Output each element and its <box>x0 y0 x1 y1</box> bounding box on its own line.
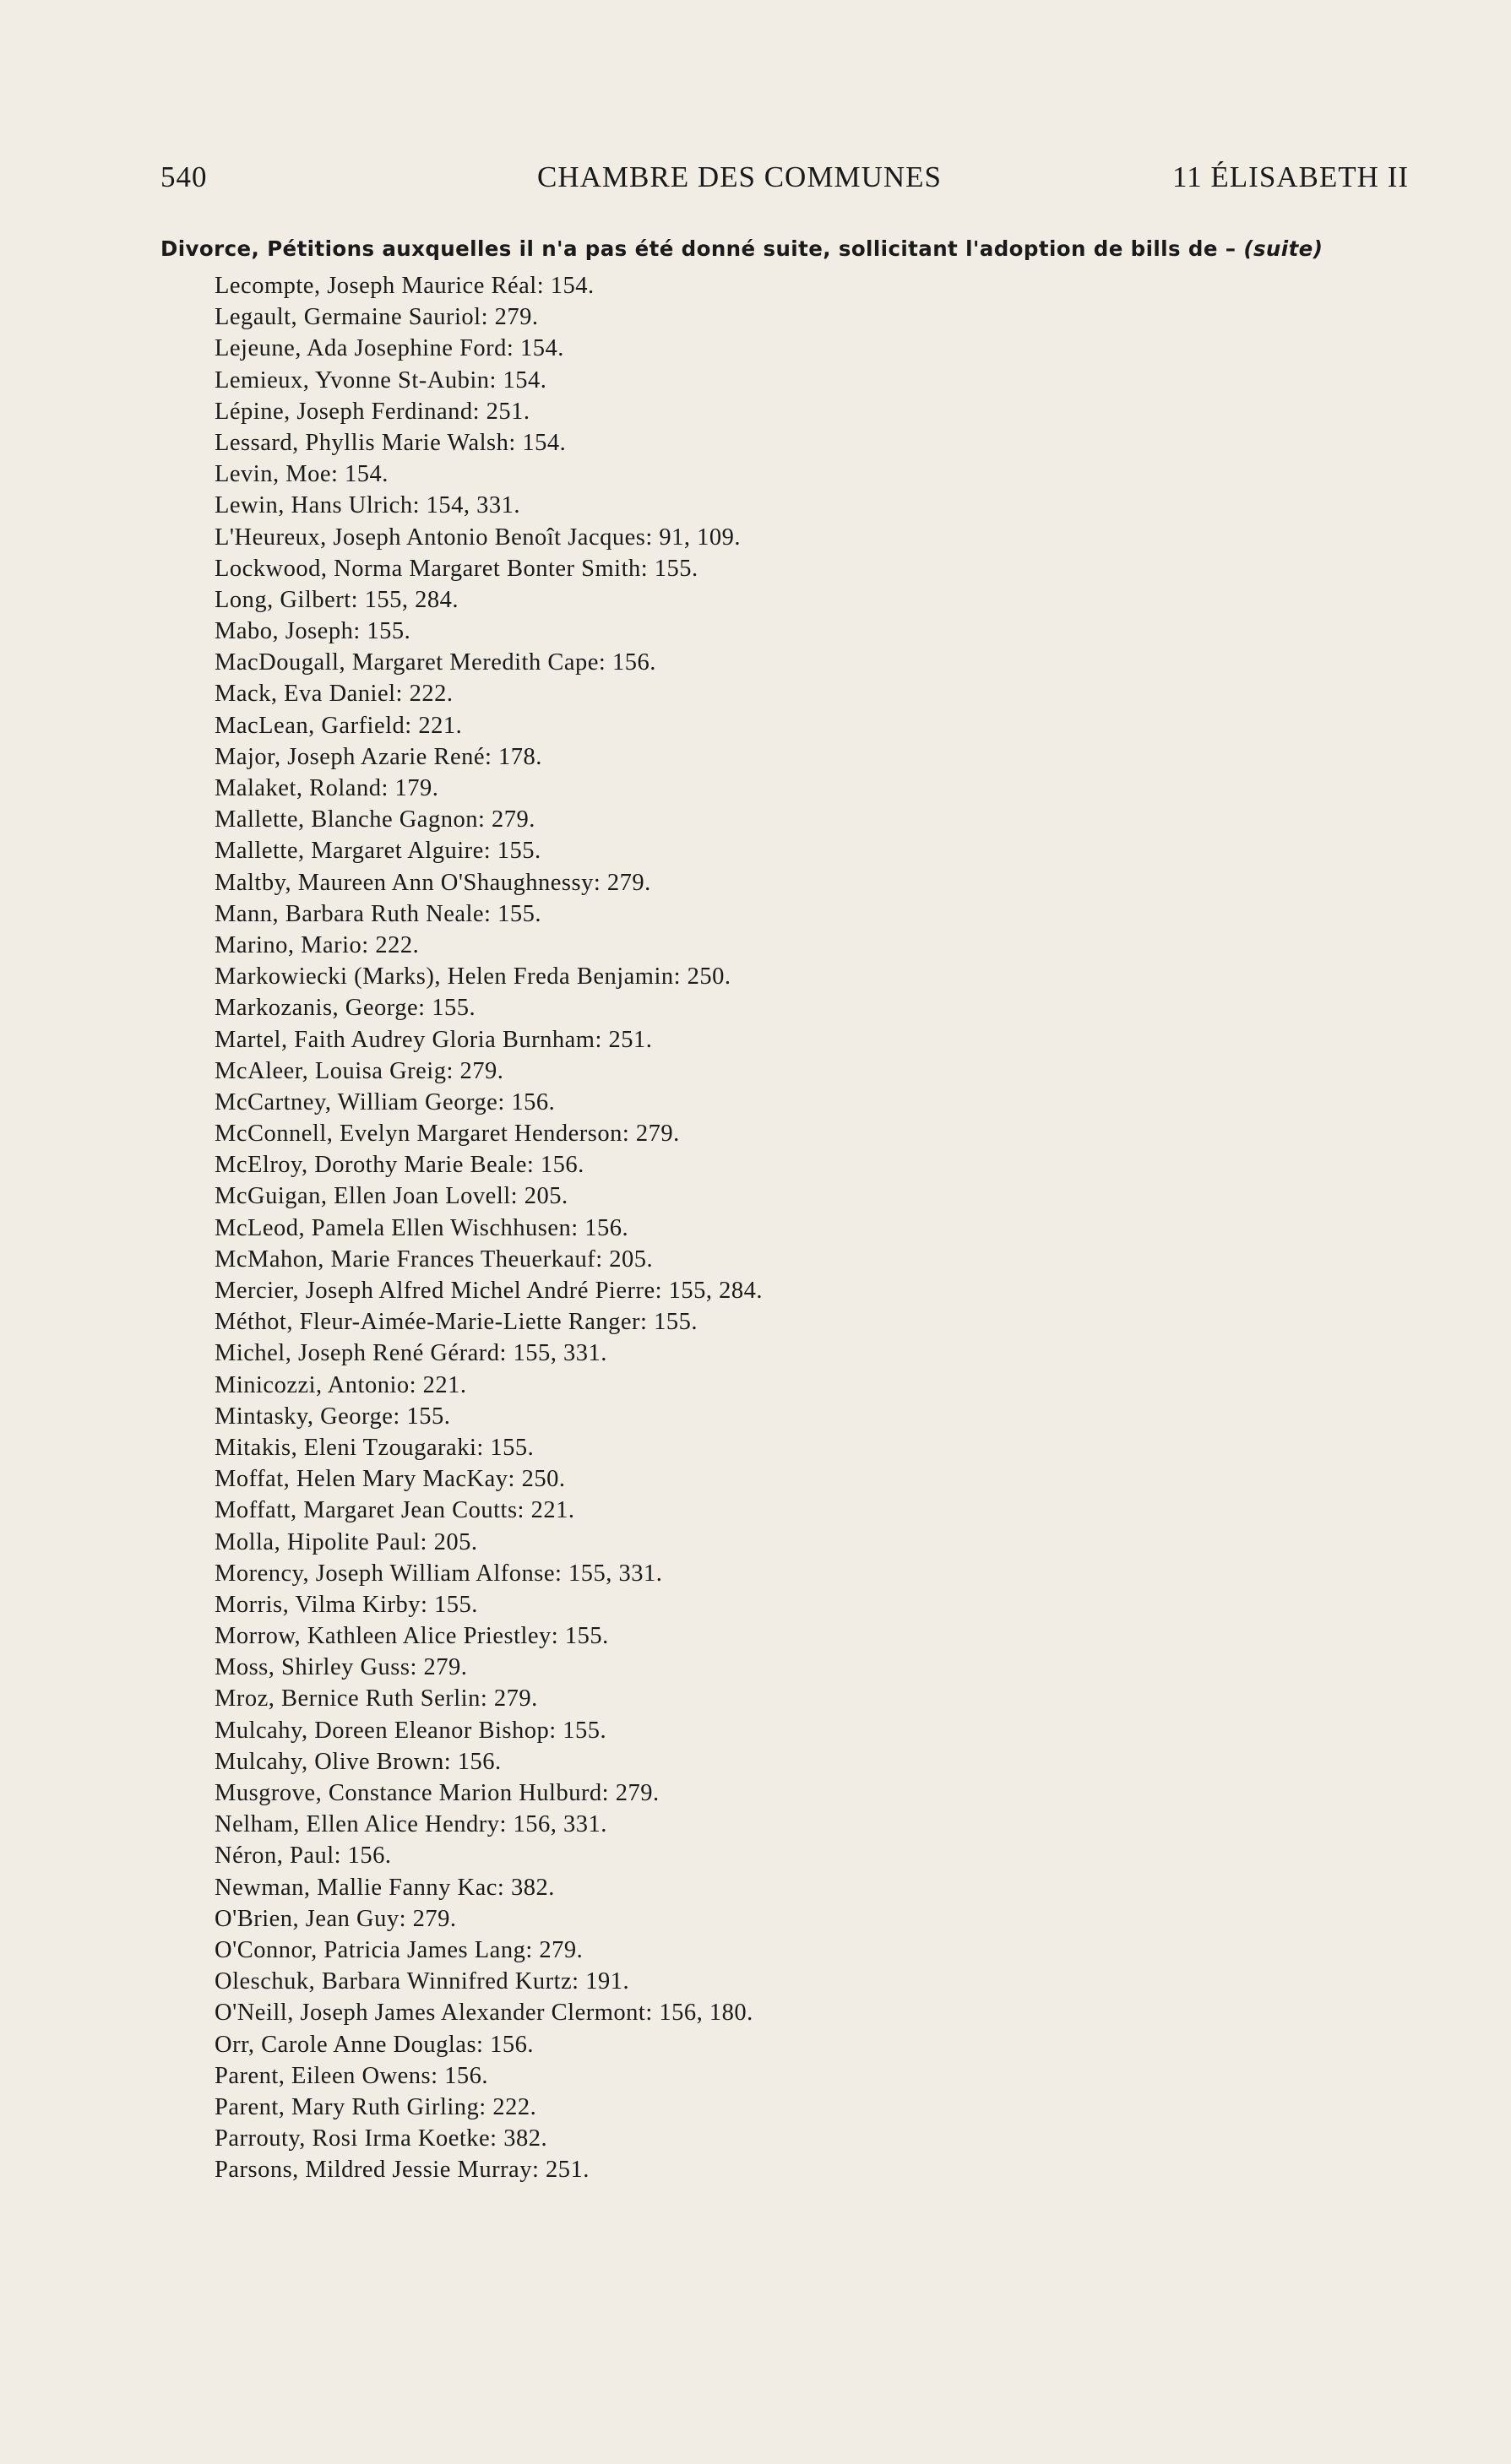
list-item: Levin, Moe: 154. <box>215 461 389 488</box>
list-item: McLeod, Pamela Ellen Wischhusen: 156. <box>215 1214 629 1241</box>
list-item: Marino, Mario: 222. <box>215 931 420 958</box>
list-item: Newman, Mallie Fanny Kac: 382. <box>215 1874 555 1901</box>
list-item: Markowiecki (Marks), Helen Freda Benjamin: 250. <box>215 963 731 990</box>
list-item: Michel, Joseph René Gérard: 155, 331. <box>215 1340 607 1367</box>
list-item: Lewin, Hans Ulrich: 154, 331. <box>215 492 520 519</box>
list-item: Mabo, Joseph: 155. <box>215 618 411 645</box>
list-item: Mitakis, Eleni Tzougaraki: 155. <box>215 1434 535 1461</box>
list-item: Lockwood, Norma Margaret Bonter Smith: 155. <box>215 555 698 582</box>
list-item: Mroz, Bernice Ruth Serlin: 279. <box>215 1685 538 1712</box>
list-item: Minicozzi, Antonio: 221. <box>215 1371 467 1398</box>
list-item: Morency, Joseph William Alfonse: 155, 331. <box>215 1560 663 1587</box>
section-heading-suite: (suite) <box>1243 236 1323 261</box>
list-item: Mintasky, George: 155. <box>215 1403 451 1430</box>
list-item: Major, Joseph Azarie René: 178. <box>215 743 542 770</box>
regnal-year: 11 ÉLISABETH II <box>1171 160 1409 193</box>
list-item: Martel, Faith Audrey Gloria Burnham: 251. <box>215 1026 653 1053</box>
list-item: Nelham, Ellen Alice Hendry: 156, 331. <box>215 1811 607 1838</box>
list-item: Molla, Hipolite Paul: 205. <box>215 1528 478 1555</box>
list-item: McElroy, Dorothy Marie Beale: 156. <box>215 1152 584 1179</box>
list-item: Moss, Shirley Guss: 279. <box>215 1654 468 1681</box>
list-item: McAleer, Louisa Greig: 279. <box>215 1057 504 1084</box>
list-item: Mulcahy, Doreen Eleanor Bishop: 155. <box>215 1717 607 1744</box>
list-item: Oleschuk, Barbara Winnifred Kurtz: 191. <box>215 1968 630 1995</box>
list-item: L'Heureux, Joseph Antonio Benoît Jacques: 91, 109. <box>215 524 742 551</box>
section-heading <box>160 236 1394 261</box>
list-item: Mulcahy, Olive Brown: 156. <box>215 1748 502 1775</box>
list-item: Mack, Eva Daniel: 222. <box>215 681 454 708</box>
list-item: Moffatt, Margaret Jean Coutts: 221. <box>215 1497 575 1524</box>
list-item: Parrouty, Rosi Irma Koetke: 382. <box>215 2125 548 2152</box>
list-item: McMahon, Marie Frances Theuerkauf: 205. <box>215 1246 654 1273</box>
list-item: McCartney, William George: 156. <box>215 1088 556 1115</box>
entry-list <box>215 270 763 2185</box>
list-item: Mallette, Blanche Gagnon: 279. <box>215 806 535 833</box>
section-heading-text: Divorce, Pétitions auxquelles il n'a pas été donné suite, sollicitant l'adoption de bills de – <box>160 236 1244 261</box>
list-item: Néron, Paul: 156. <box>215 1843 392 1870</box>
list-item: Maltby, Maureen Ann O'Shaughnessy: 279. <box>215 869 651 896</box>
list-item: Orr, Carole Anne Douglas: 156. <box>215 2031 534 2058</box>
list-item: Long, Gilbert: 155, 284. <box>215 586 459 613</box>
list-item: Lépine, Joseph Ferdinand: 251. <box>215 398 530 425</box>
list-item: Morris, Vilma Kirby: 155. <box>215 1591 478 1618</box>
list-item: Mann, Barbara Ruth Neale: 155. <box>215 900 541 927</box>
list-item: Moffat, Helen Mary MacKay: 250. <box>215 1466 566 1493</box>
list-item: Malaket, Roland: 179. <box>215 775 439 801</box>
list-item: O'Neill, Joseph James Alexander Clermont: 156, 180. <box>215 2000 753 2027</box>
list-item: Mercier, Joseph Alfred Michel André Pierre: 155, 284. <box>215 1278 764 1304</box>
list-item: O'Connor, Patricia James Lang: 279. <box>215 1936 584 1963</box>
page-header <box>160 160 1409 203</box>
list-item: Lemieux, Yvonne St-Aubin: 154. <box>215 366 547 393</box>
list-item: MacLean, Garfield: 221. <box>215 712 463 739</box>
page-number: 540 <box>160 160 208 193</box>
list-item: Legault, Germaine Sauriol: 279. <box>215 304 539 331</box>
list-item: MacDougall, Margaret Meredith Cape: 156. <box>215 649 656 676</box>
list-item: Mallette, Margaret Alguire: 155. <box>215 838 541 865</box>
list-item: McConnell, Evelyn Margaret Henderson: 279. <box>215 1121 680 1148</box>
list-item: Lecompte, Joseph Maurice Réal: 154. <box>215 273 595 299</box>
running-title: CHAMBRE DES COMMUNES <box>537 160 942 193</box>
list-item: McGuigan, Ellen Joan Lovell: 205. <box>215 1183 568 1210</box>
list-item: O'Brien, Jean Guy: 279. <box>215 1905 457 1932</box>
list-item: Parsons, Mildred Jessie Murray: 251. <box>215 2157 590 2184</box>
list-item: Parent, Eileen Owens: 156. <box>215 2062 489 2089</box>
list-item: Méthot, Fleur-Aimée-Marie-Liette Ranger: 155. <box>215 1309 698 1336</box>
list-item: Markozanis, George: 155. <box>215 995 476 1022</box>
list-item: Lessard, Phyllis Marie Walsh: 154. <box>215 429 567 456</box>
list-item: Morrow, Kathleen Alice Priestley: 155. <box>215 1623 609 1650</box>
list-item: Musgrove, Constance Marion Hulburd: 279. <box>215 1780 660 1806</box>
list-item: Parent, Mary Ruth Girling: 222. <box>215 2093 537 2120</box>
list-item: Lejeune, Ada Josephine Ford: 154. <box>215 335 564 362</box>
